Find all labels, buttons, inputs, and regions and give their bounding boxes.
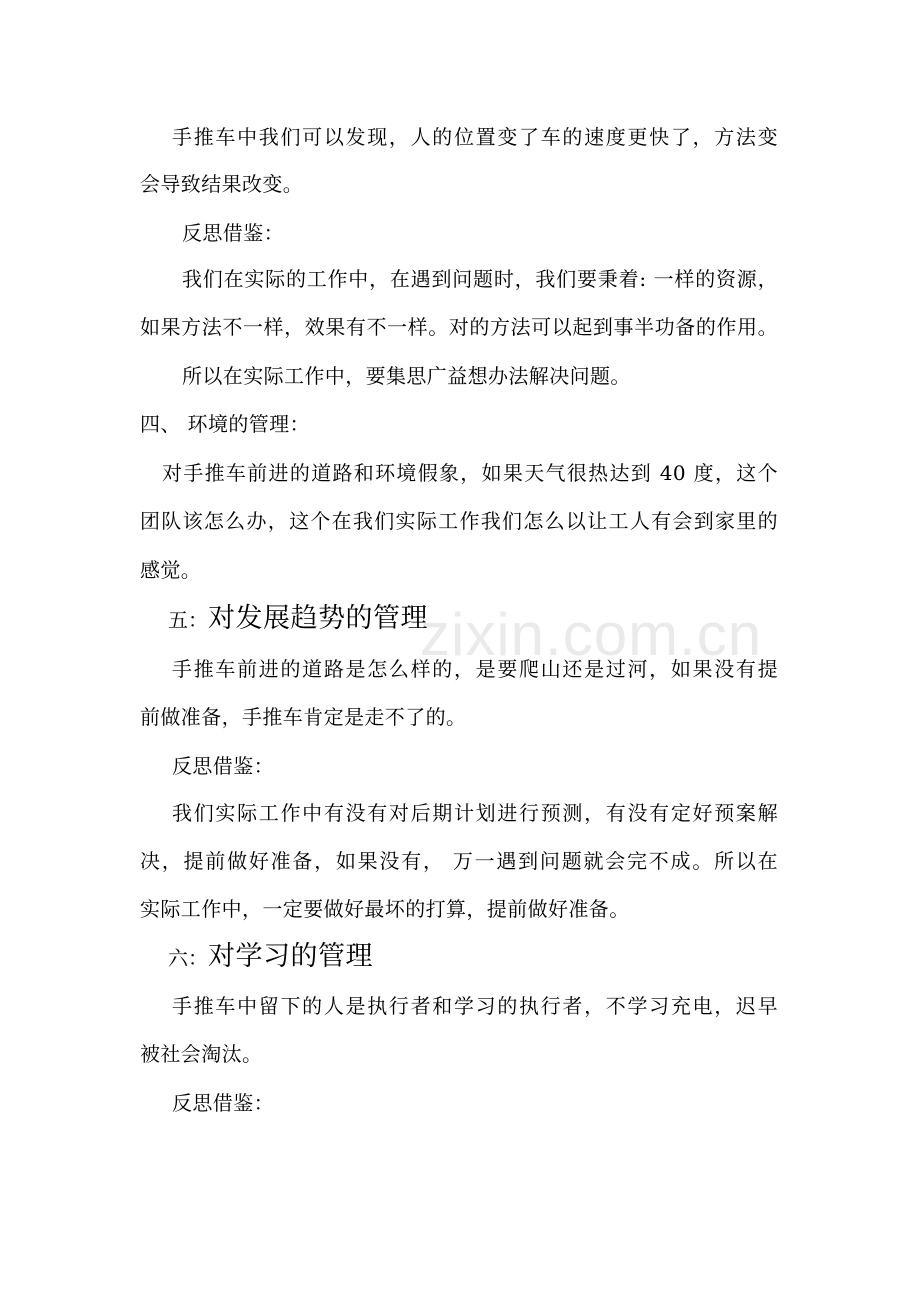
paragraph-line: 被社会淘汰。	[140, 1042, 263, 1066]
heading-prefix: 五：	[168, 608, 208, 632]
paragraph-line: 会导致结果改变。	[140, 172, 304, 196]
heading-title: 对发展趋势的管理	[208, 603, 428, 634]
paragraph-line: 我们实际工作中有没有对后期计划进行预测，有没有定好预案解	[172, 801, 778, 825]
paragraph-line: 前做准备，手推车肯定是走不了的。	[140, 705, 467, 729]
heading-prefix: 六：	[168, 946, 208, 970]
section-label: 反思借鉴：	[182, 221, 284, 245]
heading-title: 对学习的管理	[208, 941, 373, 972]
paragraph-line: 感觉。	[140, 558, 202, 582]
paragraph-line: 实际工作中，一定要做好最坏的打算，提前做好准备。	[140, 897, 630, 921]
section-label: 反思借鉴：	[172, 754, 274, 778]
paragraph-line: 手推车中我们可以发现，人的位置变了车的速度更快了，方法变	[172, 125, 778, 149]
paragraph-line: 对手推车前进的道路和环境假象，如果天气很热达到 40 度，这个	[162, 461, 778, 485]
paragraph-line: 团队该怎么办，这个在我们实际工作我们怎么以让工人有会到家里的	[140, 509, 778, 533]
section-heading: 四、 环境的管理：	[140, 412, 310, 436]
paragraph-line: 决，提前做好准备，如果没有， 万一遇到问题就会完不成。所以在	[140, 849, 778, 873]
paragraph-line: 手推车中留下的人是执行者和学习的执行者，不学习充电，迟早	[172, 994, 778, 1018]
paragraph-line: 所以在实际工作中，要集思广益想办法解决问题。	[182, 364, 631, 388]
paragraph-line: 我们在实际的工作中，在遇到问题时，我们要秉着: 一样的资源，	[182, 267, 778, 291]
section-heading-6	[168, 940, 373, 974]
watermark: zixin.com.cn	[420, 601, 763, 668]
section-heading-5	[168, 602, 428, 636]
paragraph-line: 手推车前进的道路是怎么样的，是要爬山还是过河，如果没有提	[172, 657, 778, 681]
paragraph-line: 如果方法不一样，效果有不一样。对的方法可以起到事半功备的作用。	[140, 315, 778, 339]
section-label: 反思借鉴：	[172, 1091, 274, 1115]
